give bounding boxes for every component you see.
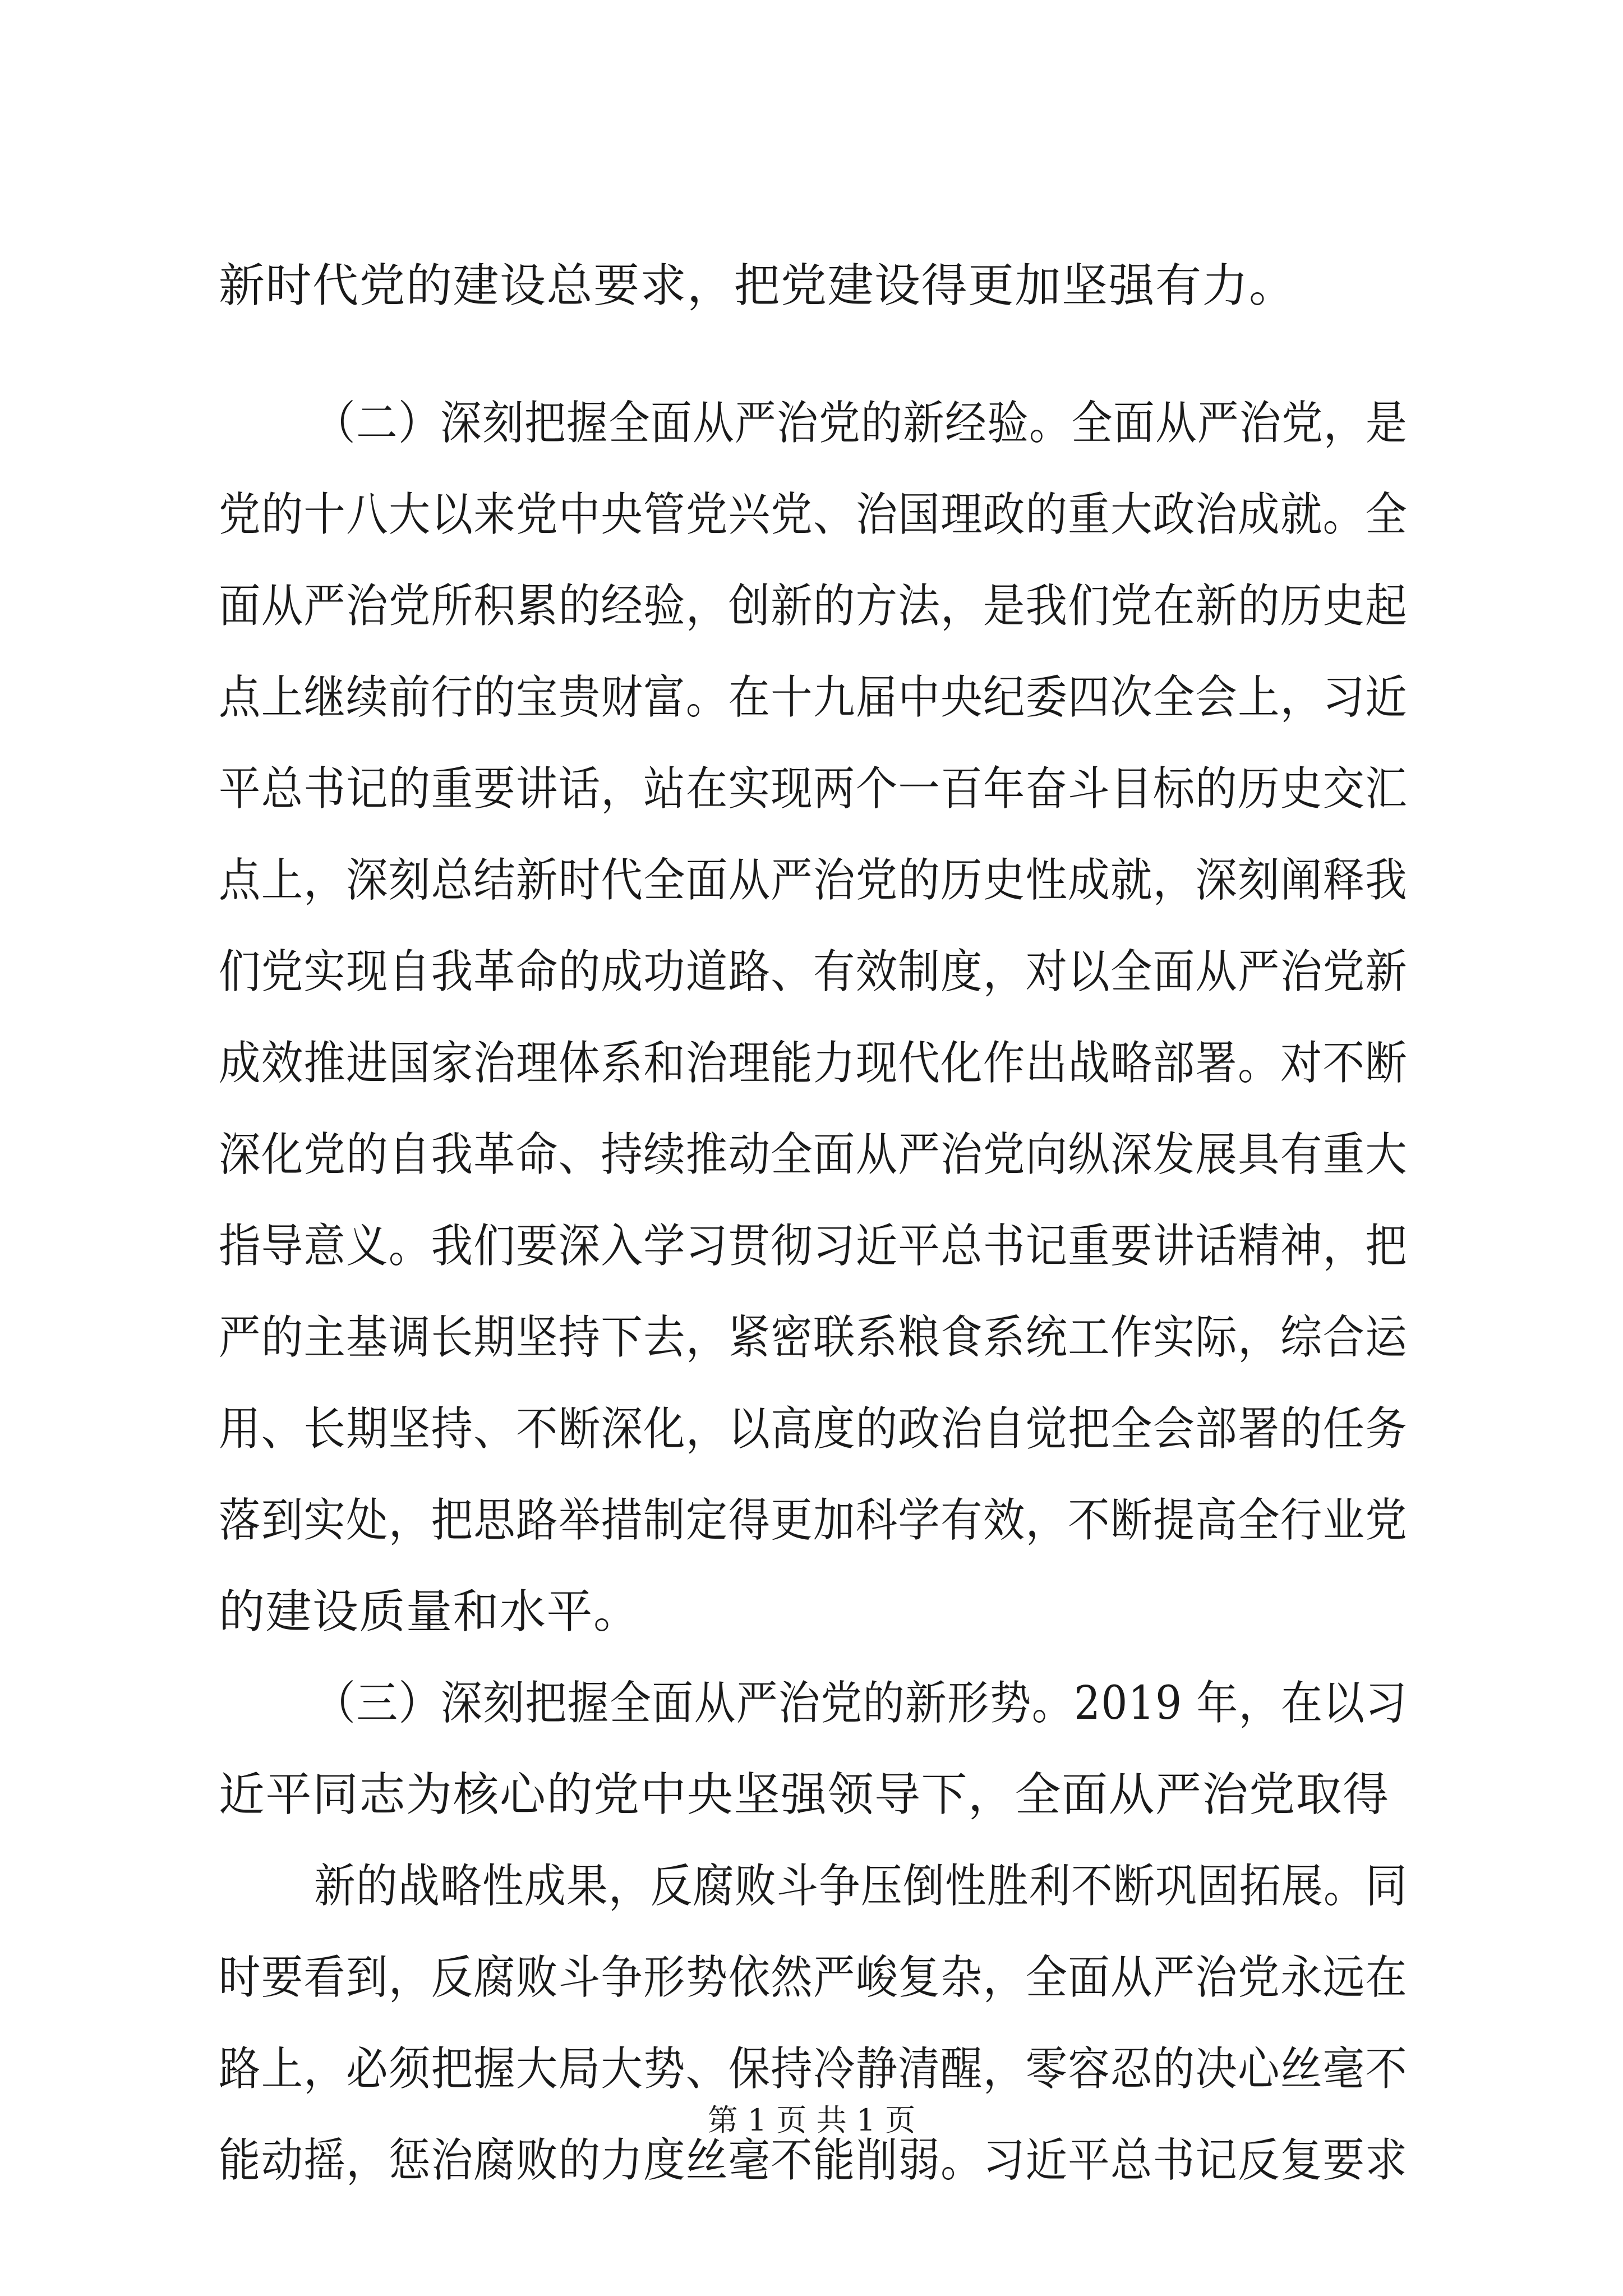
text-line-18: 新的战略性成果，反腐败斗争压倒性胜利不断巩固拓展。同 [314, 1860, 1408, 1913]
text-line-20: 路上，必须把握大局大势、保持冷静清醒，零容忍的决心丝毫不 [219, 2042, 1408, 2096]
text-line-21: 能动摇，惩治腐败的力度丝毫不能削弱。习近平总书记反复要求 [219, 2134, 1408, 2187]
text-line-1: 新时代党的建设总要求，把党建设得更加坚强有力。 [219, 259, 1296, 312]
text-line-2: （二）深刻把握全面从严治党的新经验。全面从严治党，是 [314, 397, 1408, 450]
text-line-6: 平总书记的重要讲话，站在实现两个一百年奋斗目标的历史交汇 [219, 762, 1408, 816]
text-line-5: 点上继续前行的宝贵财富。在十九届中央纪委四次全会上，习近 [219, 671, 1408, 724]
text-line-7: 点上，深刻总结新时代全面从严治党的历史性成就，深刻阐释我 [219, 854, 1408, 907]
text-line-13: 用、长期坚持、不断深化，以高度的政治自觉把全会部署的任务 [219, 1402, 1408, 1456]
text-line-14: 落到实处，把思路举措制定得更加科学有效，不断提高全行业党 [219, 1494, 1408, 1547]
text-line-8: 们党实现自我革命的成功道路、有效制度，对以全面从严治党新 [219, 945, 1408, 999]
text-line-16: （三）深刻把握全面从严治党的新形势。2019 年，在以习 [314, 1677, 1408, 1730]
text-line-3: 党的十八大以来党中央管党兴党、治国理政的重大政治成就。全 [219, 488, 1408, 541]
text-line-4: 面从严治党所积累的经验，创新的方法，是我们党在新的历史起 [219, 579, 1408, 633]
text-line-15: 的建设质量和水平。 [219, 1585, 640, 1639]
text-line-19: 时要看到，反腐败斗争形势依然严峻复杂，全面从严治党永远在 [219, 1951, 1408, 2004]
text-line-10: 深化党的自我革命、持续推动全面从严治党向纵深发展具有重大 [219, 1128, 1408, 1181]
page-number-footer: 第 1 页 共 1 页 [707, 2102, 916, 2138]
text-line-17: 近平同志为核心的党中央坚强领导下，全面从严治党取得 [219, 1768, 1390, 1821]
text-line-12: 严的主基调长期坚持下去，紧密联系粮食系统工作实际，综合运 [219, 1311, 1408, 1364]
text-line-9: 成效推进国家治理体系和治理能力现代化作出战略部署。对不断 [219, 1037, 1408, 1090]
text-line-11: 指导意义。我们要深入学习贯彻习近平总书记重要讲话精神，把 [219, 1220, 1408, 1273]
